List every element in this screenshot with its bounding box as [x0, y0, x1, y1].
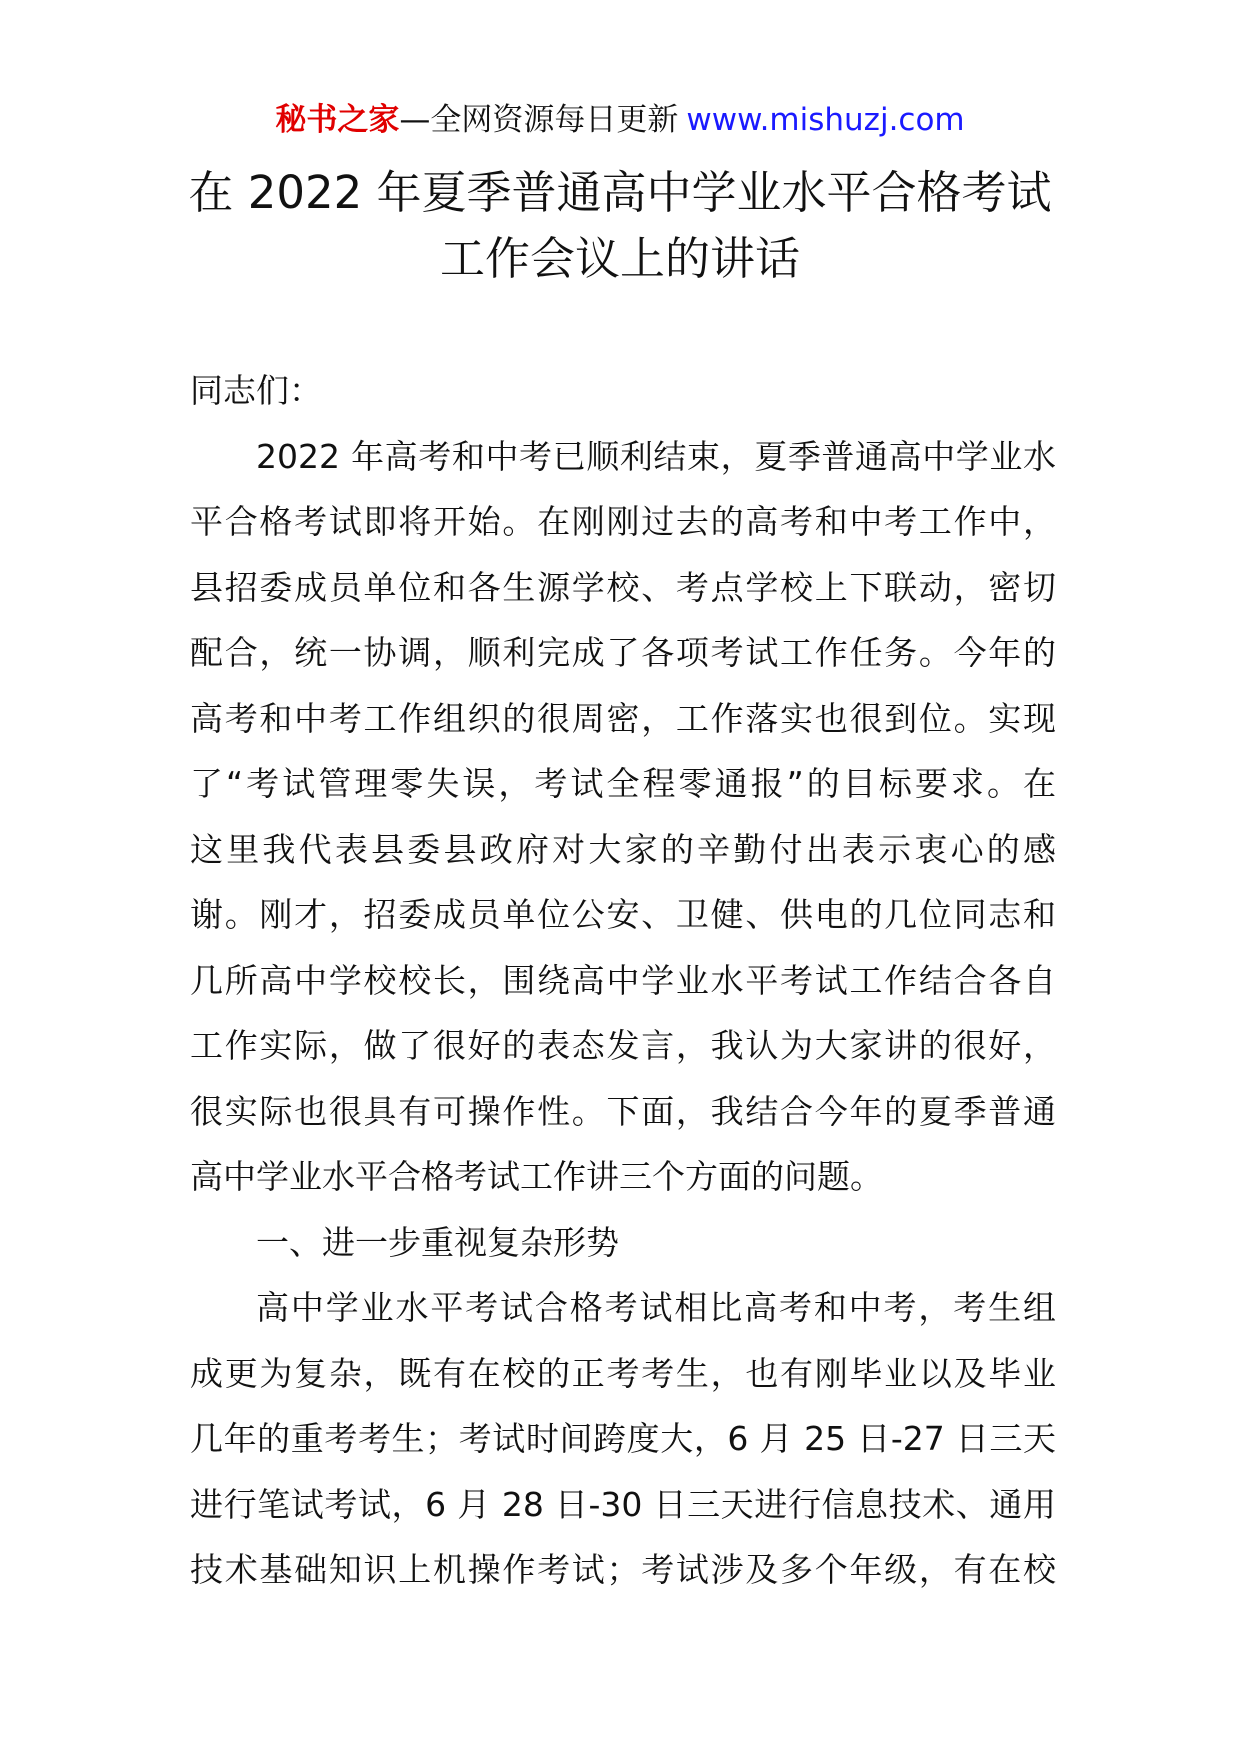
brand-name: 秘书之家	[275, 102, 400, 138]
paragraph-line: 县招委成员单位和各生源学校、考点学校上下联动，密切	[190, 567, 1056, 607]
paragraph-line: 平合格考试即将开始。在刚刚过去的高考和中考工作中，	[190, 502, 1056, 541]
paragraph-line: 谢。刚才，招委成员单位公安、卫健、供电的几位同志和	[190, 895, 1056, 934]
paragraph-line: 进行笔试考试，6 月 28 日-30 日三天进行信息技术、通用	[190, 1484, 1056, 1524]
paragraph-line: 几年的重考考生；考试时间跨度大，6 月 25 日-27 日三天	[190, 1419, 1056, 1458]
paragraph-line: 配合，统一协调，顺利完成了各项考试工作任务。今年的	[190, 633, 1056, 672]
site-header	[0, 100, 1240, 140]
paragraph-line: 高中学业水平考试合格考试相比高考和中考，考生组	[256, 1288, 1056, 1327]
paragraph-line: 技术基础知识上机操作考试；考试涉及多个年级，有在校	[190, 1550, 1056, 1589]
salutation: 同志们：	[190, 371, 322, 410]
document-body	[190, 358, 1056, 1603]
paragraph-line: 高中学业水平合格考试工作讲三个方面的问题。	[190, 1157, 883, 1196]
section-heading: 一、进一步重视复杂形势	[256, 1222, 619, 1262]
paragraph-line: 2022 年高考和中考已顺利结束，夏季普通高中学业水	[256, 436, 1056, 476]
paragraph-line: 成更为复杂，既有在校的正考考生，也有刚毕业以及毕业	[190, 1353, 1056, 1393]
site-url-link[interactable]: www.mishuzj.com	[686, 102, 965, 138]
paragraph-line: 高考和中考工作组织的很周密，工作落实也很到位。实现	[190, 698, 1056, 738]
paragraph-line: 工作实际，做了很好的表态发言，我认为大家讲的很好，	[190, 1026, 1056, 1065]
brand-slogan: —全网资源每日更新	[399, 102, 679, 138]
paragraph-line: 这里我代表县委县政府对大家的辛勤付出表示衷心的感	[190, 829, 1056, 869]
paragraph-line: 很实际也很具有可操作性。下面，我结合今年的夏季普通	[190, 1091, 1056, 1131]
title-line: 在 2022 年夏季普通高中学业水平合格考试	[188, 166, 1052, 219]
paragraph-line: 了“考试管理零失误，考试全程零通报”的目标要求。在	[190, 764, 1056, 803]
document-title	[0, 160, 1240, 292]
paragraph-line: 几所高中学校校长，围绕高中学业水平考试工作结合各自	[190, 960, 1056, 1000]
title-line: 工作会议上的讲话	[439, 232, 800, 285]
